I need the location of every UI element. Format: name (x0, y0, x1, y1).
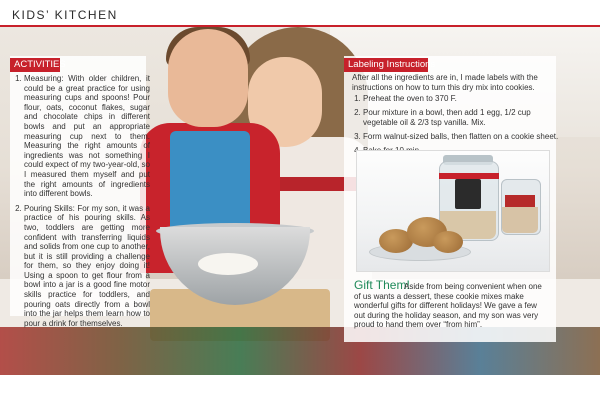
child-face (168, 29, 248, 127)
activities-card (10, 56, 150, 328)
cookie-jar-photo (356, 150, 550, 272)
labeling-step: 2. Pour mixture in a bowl, then add 1 egg, 1/2 cup vegetable oil & 2/3 tsp vanilla. Mix. (363, 108, 561, 127)
activity-item-pouring: 2. Pouring Skills: For my son, it was a practice of his pouring skills. As two, toddlers are getting more confident with transferring liquids and solids from one cup to another, but it is still providing a challenge for them, so they enjoy doing it! Using a spoon to get flour from a bowl into a jar is a good fine motor skills practice for toddlers, and pouring oats directly from a bowl into the jar helps them learn how to pour a drink for themselves. (24, 204, 150, 329)
small-jar-label (505, 195, 535, 207)
small-jar-mix (502, 207, 538, 233)
labeling-step: 3. Form walnut-sized balls, then flatten on a cookie sheet. (363, 132, 561, 142)
labeling-intro: After all the ingredients are in, I made labels with the instructions on how to turn this dry mix into cookies. (352, 73, 538, 92)
labeling-step: 1. Preheat the oven to 370 F. (363, 94, 561, 104)
page-title: KIDS’ KITCHEN (12, 8, 118, 22)
cookie (433, 231, 463, 253)
gift-heading: Gift Them! (354, 278, 410, 292)
jar-label (455, 179, 481, 209)
header-bar (0, 0, 600, 28)
gift-text: Aside from being convenient when one of us wants a dessert, these cookie mixes make wonderful gifts for different holidays! We gave a few out during the holiday season, and my son was very proud to hand them over “from him”. (354, 282, 542, 330)
activities-heading: ACTIVITIES (10, 58, 60, 72)
labeling-heading: Labeling Instructions (344, 58, 428, 72)
labeling-card (344, 56, 559, 342)
activities-list (14, 74, 150, 333)
flour-pile (198, 253, 258, 275)
activity-item-measuring: 1. Measuring: With older children, it could be a great practice for using measuring cups and spoons! Pour flour, oats, coconut flakes, sugar and chocolate chips in different bowls and put an appropriate measuring cup next to them. Measuring the right amounts of ingredients was not something I could expect of my two-year-old, so I measured them myself and put the right amounts of ingredients into different bowls. (24, 74, 150, 199)
